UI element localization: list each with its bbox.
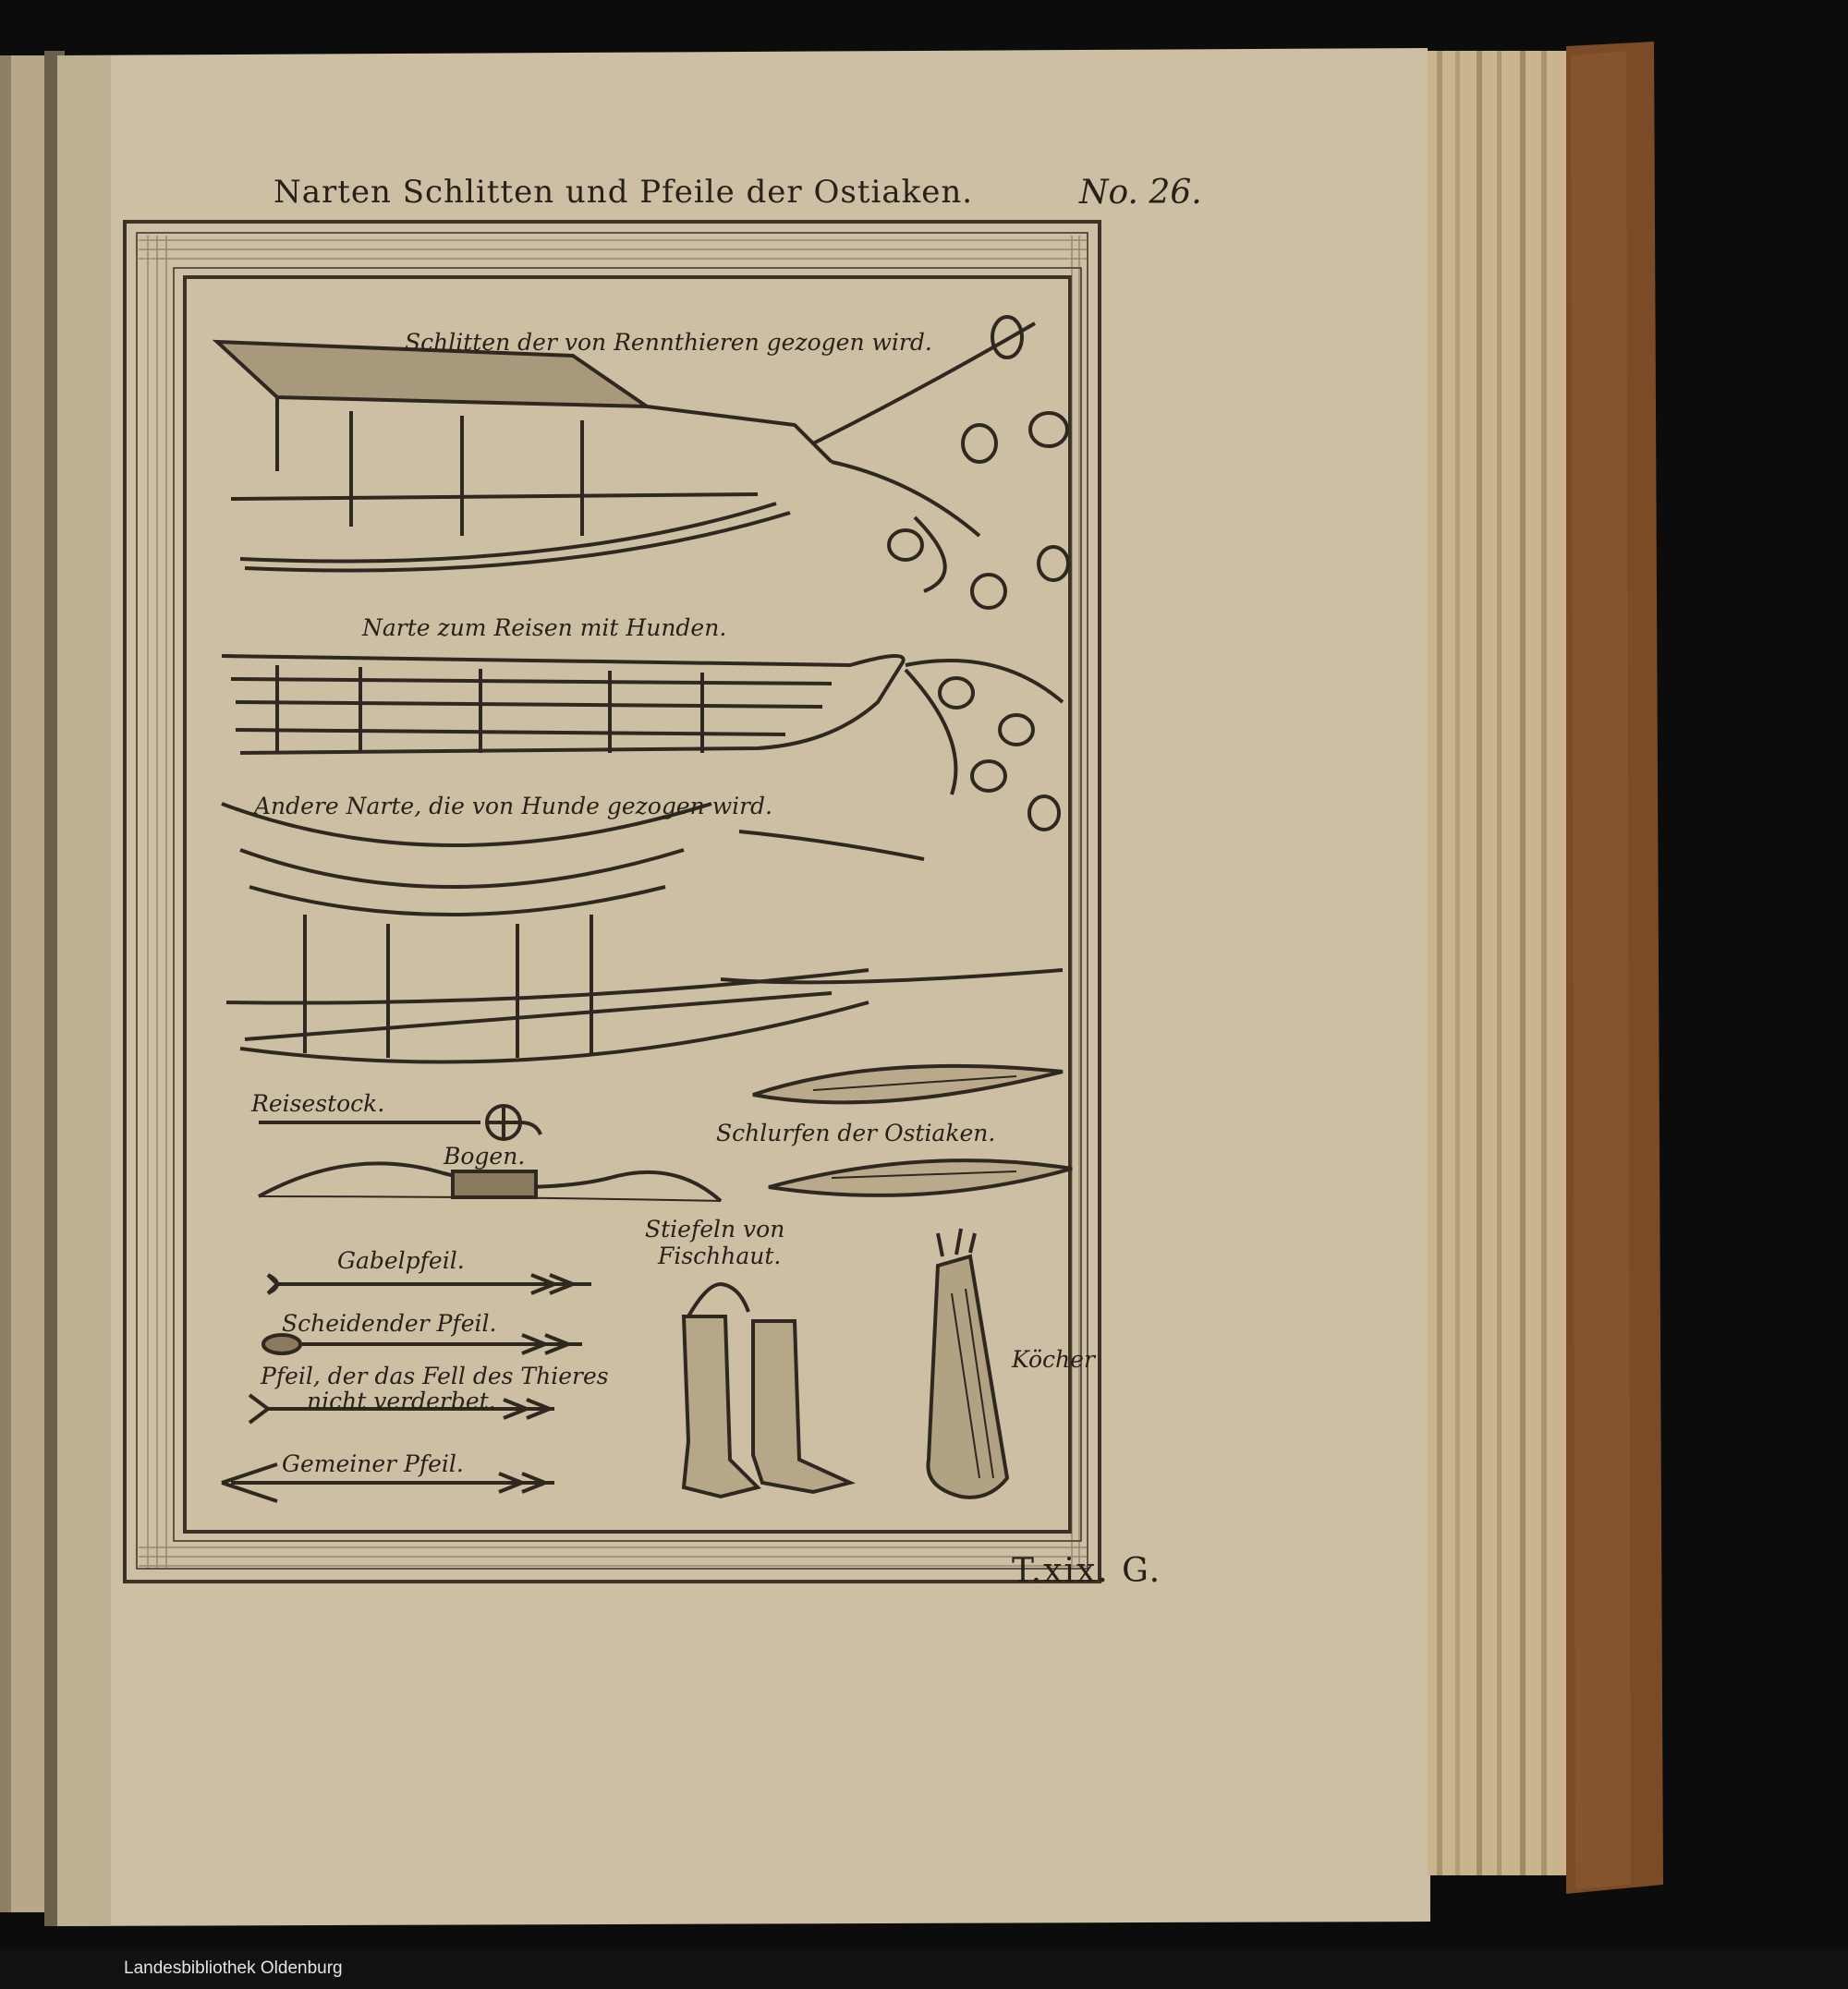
blunt-arrow-label-line1: Pfeil, der das Fell des Thieres [261, 1363, 609, 1389]
boots-label-line1: Stiefeln von [645, 1216, 785, 1243]
plate-header-title: Narten Schlitten und Pfeile der Ostiaken. [274, 174, 974, 211]
plate-number: No. 26. [1079, 174, 1202, 212]
reindeer-sled-label: Schlitten der von Rennthieren gezogen wird. [405, 329, 932, 356]
quiver-label: Köcher [1012, 1346, 1095, 1373]
cutting-arrow-label: Scheidender Pfeil. [282, 1310, 497, 1337]
common-arrow-label: Gemeiner Pfeil. [282, 1450, 464, 1477]
library-name: Landesbibliothek Oldenburg [124, 1959, 343, 1978]
snowshoes-label: Schlurfen der Ostiaken. [716, 1120, 996, 1146]
bow-label: Bogen. [444, 1143, 526, 1170]
page-stack-edges [1428, 51, 1566, 1875]
plate-signature: T.xix. G. [1012, 1552, 1162, 1590]
boots-label-line2: Fischhaut. [658, 1243, 782, 1269]
footer-bar [0, 1950, 1848, 1989]
fork-arrow-label: Gabelpfeil. [337, 1247, 465, 1274]
other-narte-label: Andere Narte, die von Hunde gezogen wird. [254, 793, 772, 819]
blunt-arrow-label-line2: nicht verderbet. [307, 1388, 496, 1414]
travel-stick-label: Reisestock. [251, 1090, 385, 1117]
dog-narte-label: Narte zum Reisen mit Hunden. [362, 614, 727, 641]
